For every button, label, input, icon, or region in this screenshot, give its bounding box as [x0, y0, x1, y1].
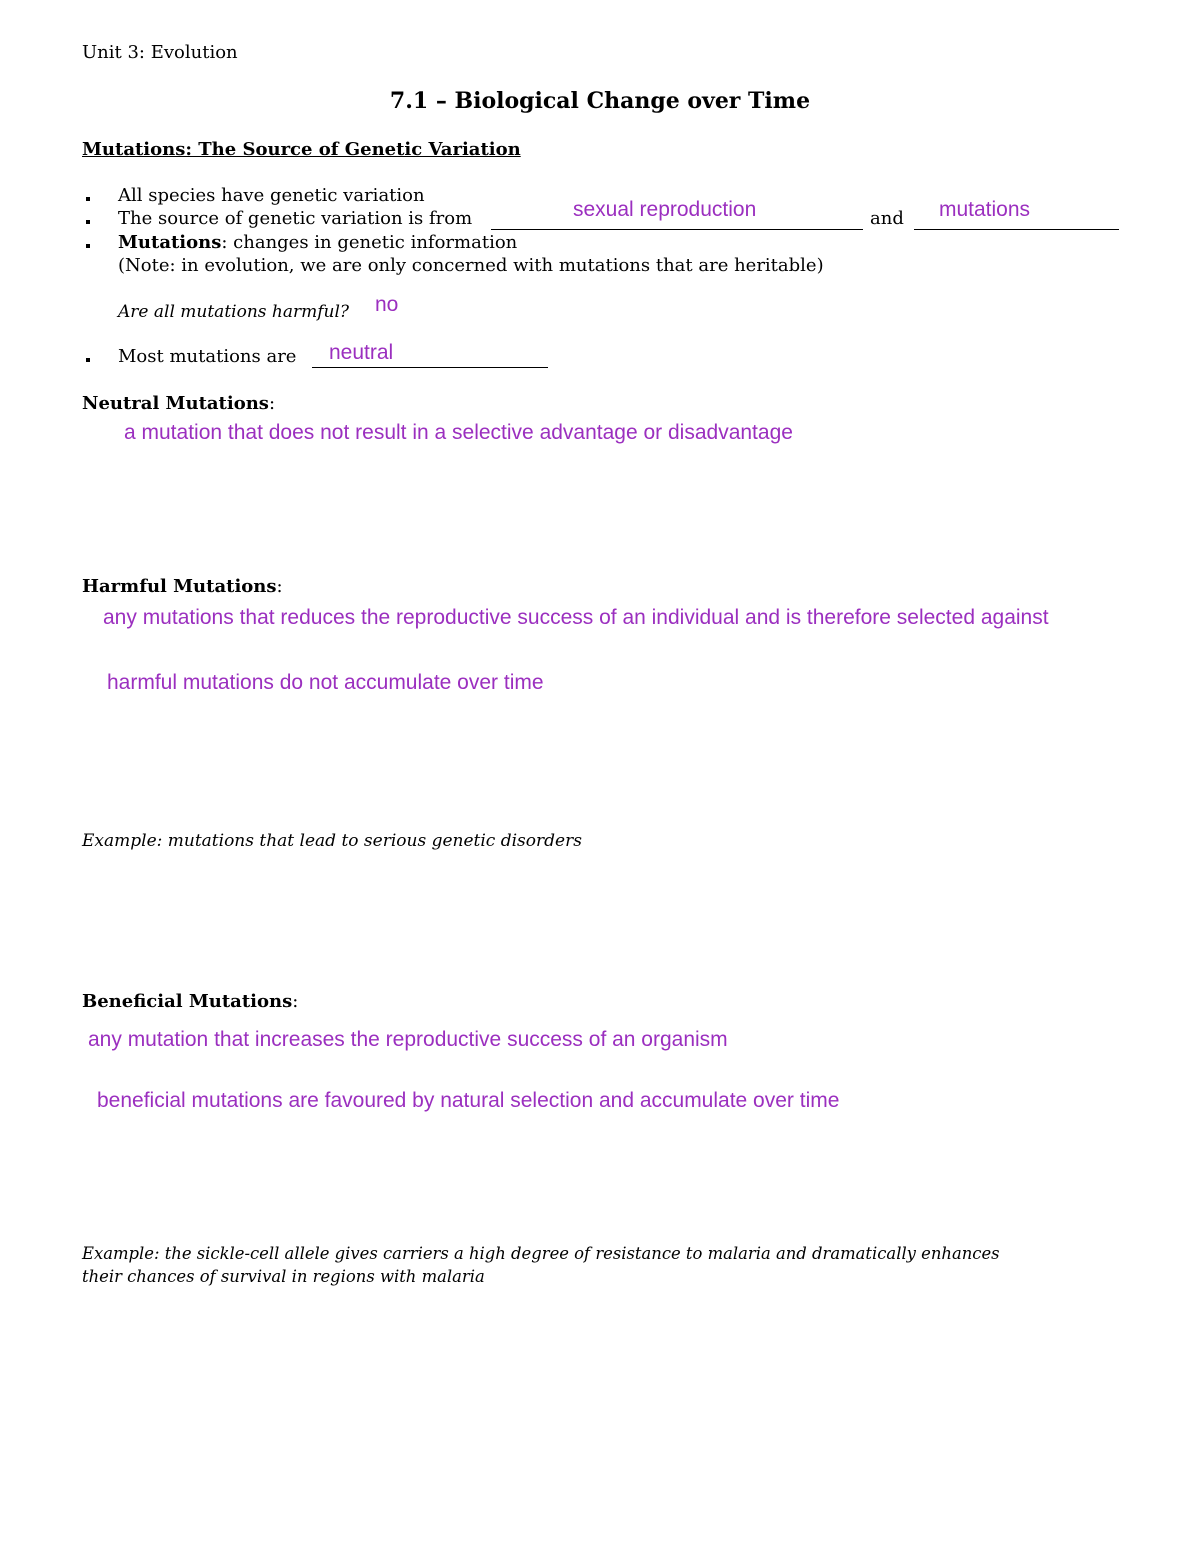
heading-label: Neutral Mutations [82, 393, 269, 414]
example-text: their chances of survival in regions with malaria [82, 1267, 485, 1286]
question-text: Are all mutations harmful? [118, 302, 350, 322]
bullet-marker [86, 358, 90, 362]
handwritten-answer: harmful mutations do not accumulate over time [107, 671, 544, 694]
example-text: Example: the sickle-cell allele gives carriers a high degree of resistance to malaria and dramatically enhances [82, 1244, 1000, 1263]
term: Mutations [118, 232, 222, 253]
section-heading-mutations: Mutations: The Source of Genetic Variation [82, 139, 521, 160]
handwritten-answer: no [375, 293, 399, 316]
heading-label: Harmful Mutations [82, 576, 277, 597]
bullet-text [118, 232, 517, 253]
connector-text: and [870, 208, 904, 229]
section-heading-beneficial [82, 991, 298, 1012]
bullet-text: All species have genetic variation [118, 185, 425, 206]
section-heading-harmful [82, 576, 283, 597]
page-title: 7.1 – Biological Change over Time [389, 88, 811, 114]
heading-label: Beneficial Mutations [82, 991, 293, 1012]
bullet-marker [86, 197, 90, 201]
section-heading-neutral [82, 393, 275, 414]
example-text: Example: mutations that lead to serious genetic disorders [82, 831, 582, 851]
heading-colon: : [292, 991, 299, 1012]
answer-blank [491, 229, 863, 230]
handwritten-answer: any mutation that increases the reproductive success of an organism [88, 1028, 728, 1051]
handwritten-answer: any mutations that reduces the reproductive success of an individual and is therefore selected against [103, 606, 1049, 629]
handwritten-answer: a mutation that does not result in a selective advantage or disadvantage [124, 421, 793, 444]
handwritten-answer: mutations [939, 198, 1031, 221]
handwritten-answer: beneficial mutations are favoured by natural selection and accumulate over time [97, 1089, 840, 1112]
definition: : changes in genetic information [221, 232, 518, 253]
note-text: (Note: in evolution, we are only concerned with mutations that are heritable) [118, 255, 824, 276]
bullet-marker [86, 220, 90, 224]
unit-header: Unit 3: Evolution [82, 42, 238, 63]
heading-colon: : [276, 576, 283, 597]
handwritten-answer: neutral [329, 341, 394, 364]
bullet-text: Most mutations are [118, 346, 297, 367]
answer-blank [312, 367, 548, 368]
answer-blank [914, 229, 1119, 230]
bullet-text: The source of genetic variation is from [118, 208, 473, 229]
bullet-marker [86, 244, 90, 248]
handwritten-answer: sexual reproduction [573, 198, 757, 221]
heading-colon: : [268, 393, 276, 414]
